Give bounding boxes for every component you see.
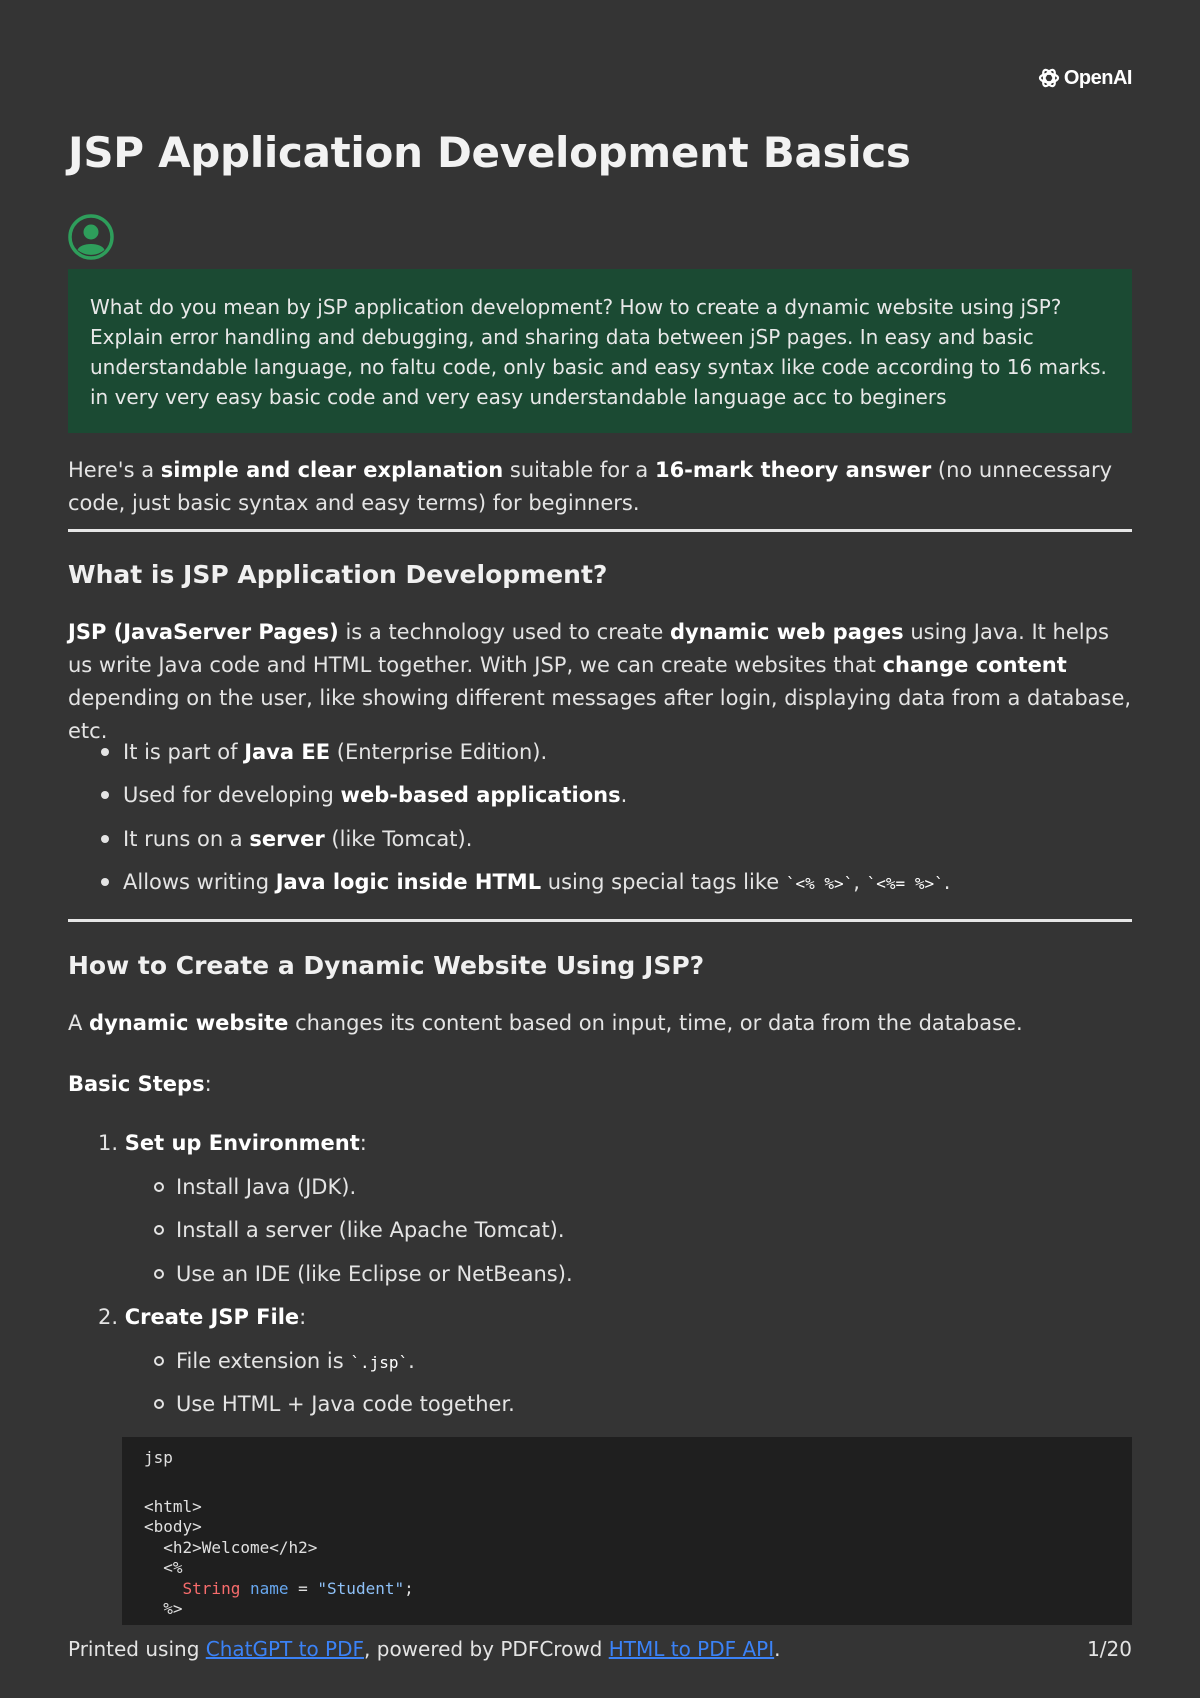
basic-steps-label: Basic Steps: [68, 1072, 212, 1096]
print-footer: Printed using ChatGPT to PDF, powered by PDFCrowd HTML to PDF API. 1/20 [68, 1634, 1132, 1664]
brand-name: OpenAI [1063, 66, 1132, 89]
section-heading-what-is-jsp: What is JSP Application Development? [68, 560, 608, 589]
list-item: It runs on a server (like Tomcat). [123, 824, 472, 854]
code-lines: <html> <body> <h2>Welcome</h2> <% String name = "Student"; %> [144, 1497, 414, 1619]
inline-code: `<% %>` [785, 874, 854, 893]
page-title: JSP Application Development Basics [68, 128, 911, 177]
user-avatar-icon [68, 214, 114, 260]
list-item: Used for developing web-based applications. [123, 780, 627, 810]
list-item: Use an IDE (like Eclipse or NetBeans). [176, 1259, 573, 1289]
divider [68, 529, 1132, 532]
html-to-pdf-api-link[interactable]: HTML to PDF API [608, 1637, 775, 1661]
page-number: 1/20 [1087, 1637, 1132, 1661]
step-1: 1. Set up Environment: [98, 1131, 367, 1155]
list-item: Install Java (JDK). [176, 1172, 356, 1202]
openai-knot-icon [1037, 66, 1061, 90]
list-item: Use HTML + Java code together. [176, 1389, 515, 1419]
jsp-definition-paragraph: JSP (JavaServer Pages) is a technology used to create dynamic web pages using Java. It helps us write Java code and HTML together. With JSP, we can create websites that change content depending on the user, like showing different messages after login, displaying data from a database, etc. [68, 620, 1132, 743]
step-2: 2. Create JSP File: [98, 1305, 307, 1329]
chatgpt-to-pdf-link[interactable]: ChatGPT to PDF [205, 1637, 365, 1661]
openai-logo [1037, 66, 1132, 90]
intro-paragraph: Here's a simple and clear explanation suitable for a 16-mark theory answer (no unnecessary code, just basic syntax and easy terms) for beginners. [68, 458, 1113, 515]
user-prompt-box [68, 269, 1132, 433]
inline-code: `.jsp` [350, 1353, 409, 1372]
inline-code: `<%= %>` [866, 874, 944, 893]
user-prompt-text: What do you mean by jSP application development? How to create a dynamic website using jSP? Explain error handling and debugging, and sharing data between jSP pages. In easy and basic understandable language, no faltu code, only basic and easy syntax like code according to 16 marks. in very very easy basic code and very easy understandable language acc to beginers [90, 295, 1107, 409]
code-block[interactable] [122, 1437, 1132, 1625]
section-heading-dynamic-website: How to Create a Dynamic Website Using JSP? [68, 951, 705, 980]
list-item: Install a server (like Apache Tomcat). [176, 1215, 565, 1245]
code-language-label: jsp [144, 1448, 173, 1467]
divider [68, 919, 1132, 922]
list-item: It is part of Java EE (Enterprise Edition). [123, 737, 547, 767]
list-item: File extension is `.jsp`. [176, 1346, 415, 1378]
dynamic-website-paragraph: A dynamic website changes its content based on input, time, or data from the database. [68, 1011, 1023, 1035]
list-item: Allows writing Java logic inside HTML using special tags like `<% %>`, `<%= %>`. [123, 867, 950, 899]
